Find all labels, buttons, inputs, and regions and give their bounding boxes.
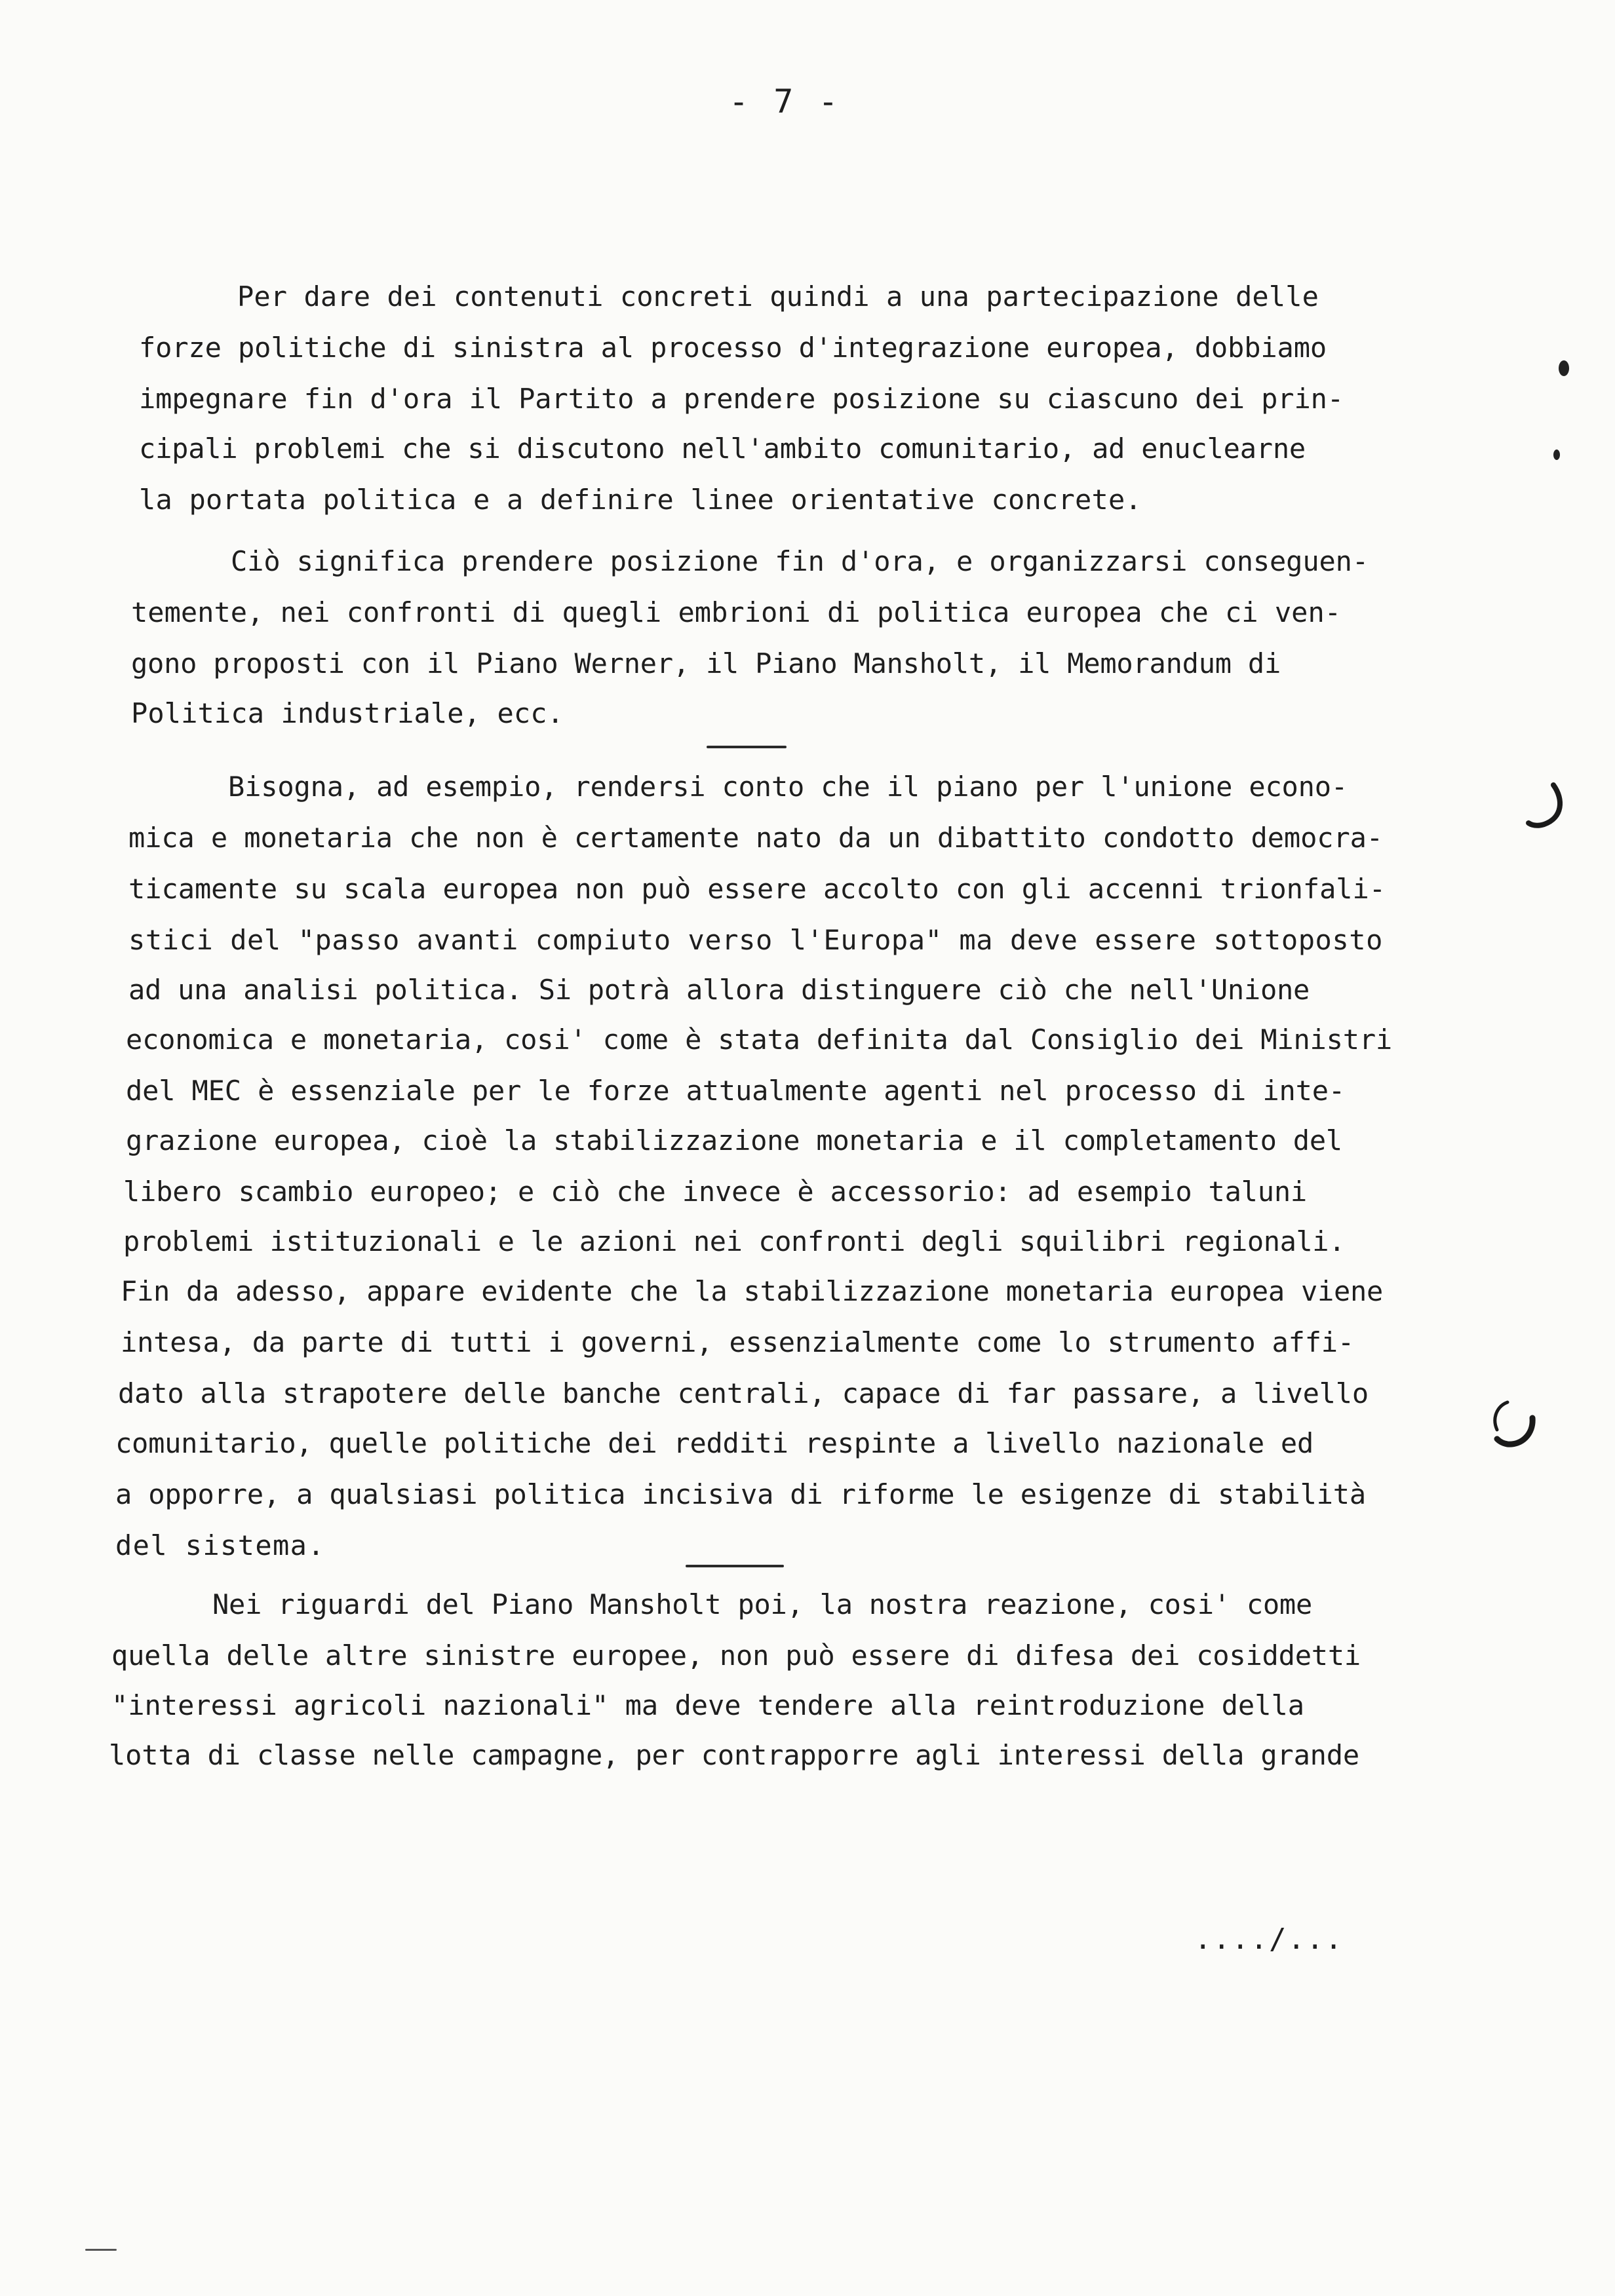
text-line: Politica industriale, ecc. (131, 697, 564, 729)
text-line: a opporre, a qualsiasi politica incisiva di riforme le esigenze di stabilità (115, 1478, 1366, 1510)
text-line: libero scambio europeo; e ciò che invece è accessorio: ad esempio taluni (123, 1176, 1307, 1208)
text-line: Bisogna, ad esempio, rendersi conto che il piano per l'unione econo- (228, 771, 1348, 803)
text-line: del sistema. (115, 1529, 326, 1561)
margin-mark-dot (1553, 450, 1560, 460)
text-line: del MEC è essenziale per le forze attualmente agenti nel processo di inte- (126, 1075, 1346, 1107)
punch-hole-mark (1525, 780, 1570, 832)
text-line: Per dare dei contenuti concreti quindi a una partecipazione delle (237, 280, 1319, 313)
text-line: lotta di classe nelle campagne, per contrapporre agli interessi della grande (109, 1739, 1359, 1771)
continuation-mark: ..../... (1194, 1923, 1344, 1956)
text-line: economica e monetaria, cosi' come è stata definita dal Consiglio dei Ministri (126, 1024, 1393, 1056)
text-line: mica e monetaria che non è certamente nato da un dibattito condotto democra- (128, 822, 1383, 854)
text-line: Fin da adesso, appare evidente che la stabilizzazione monetaria europea viene (121, 1275, 1384, 1307)
text-line: intesa, da parte di tutti i governi, essenzialmente come lo strumento affi- (121, 1326, 1354, 1358)
section-separator (686, 1565, 784, 1567)
text-line: "interessi agricoli nazionali" ma deve tendere alla reintroduzione della (111, 1689, 1305, 1721)
text-line: temente, nei confronti di quegli embrioni di politica europea che ci ven- (131, 596, 1342, 628)
text-line: problemi istituzionali e le azioni nei confronti degli squilibri regionali. (123, 1225, 1345, 1257)
text-line: grazione europea, cioè la stabilizzazione monetaria e il completamento del (126, 1124, 1343, 1157)
text-line: dato alla strapotere delle banche centrali, capace di far passare, a livello (118, 1377, 1369, 1409)
text-line: Nei riguardi del Piano Mansholt poi, la nostra reazione, cosi' come (212, 1588, 1313, 1620)
scan-artifact-line (85, 2249, 117, 2251)
text-line: impegnare fin d'ora il Partito a prendere posizione su ciascuno dei prin- (139, 383, 1344, 415)
page-number: - 7 - (729, 83, 841, 121)
text-line: Ciò significa prendere posizione fin d'ora, e organizzarsi conseguen- (231, 545, 1369, 577)
text-line: la portata politica e a definire linee orientative concrete. (139, 484, 1142, 516)
text-line: ticamente su scala europea non può essere accolto con gli accenni trionfali- (128, 873, 1386, 905)
text-line: ad una analisi politica. Si potrà allora distinguere ciò che nell'Unione (128, 974, 1310, 1006)
text-line: quella delle altre sinistre europee, non può essere di difesa dei cosiddetti (111, 1639, 1361, 1672)
punch-hole-mark (1488, 1396, 1547, 1455)
text-line: gono proposti con il Piano Werner, il Piano Mansholt, il Memorandum di (131, 647, 1281, 679)
margin-mark-dot (1559, 360, 1569, 376)
text-line: comunitario, quelle politiche dei redditi respinte a livello nazionale ed (115, 1427, 1314, 1459)
section-separator (707, 746, 787, 748)
text-line: forze politiche di sinistra al processo d'integrazione europea, dobbiamo (139, 332, 1327, 364)
text-line: cipali problemi che si discutono nell'ambito comunitario, ad enuclearne (139, 432, 1306, 465)
text-line: stici del "passo avanti compiuto verso l'Europa" ma deve essere sottoposto (128, 924, 1384, 956)
